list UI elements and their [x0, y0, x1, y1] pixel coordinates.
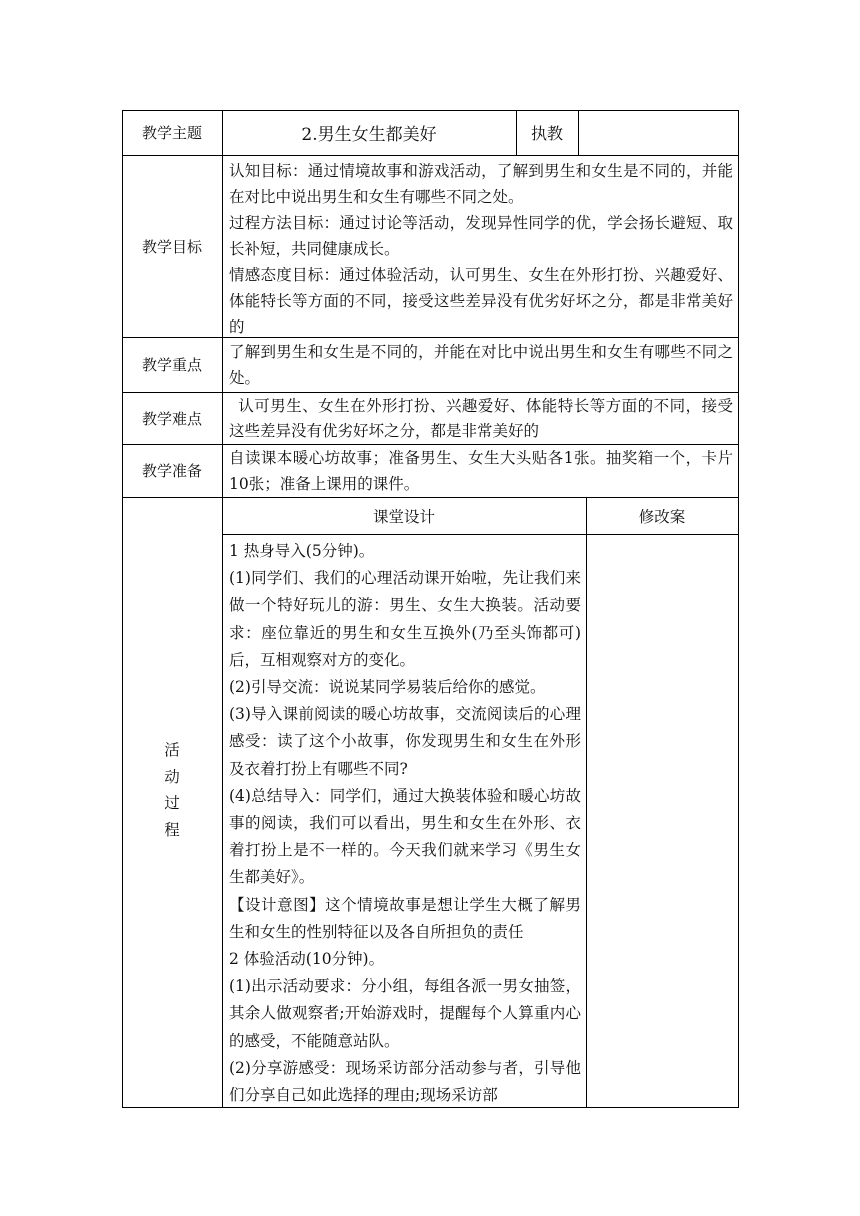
process-label — [122, 737, 222, 843]
key-points-label: 教学重点 — [141, 356, 202, 374]
design-paragraph: (2)引导交流：说说某同学易装后给你的感觉。 — [229, 678, 546, 697]
difficulties-label: 教学难点 — [141, 409, 202, 428]
design-paragraph: (1)同学们、我们的心理活动课开始啦，先让我们来做一个特好玩儿的游：男生、女生大换装。活动要求：座位靠近的男生和女生互换外(乃至头饰都可)后，互相观察对方的变化。 — [229, 569, 581, 669]
design-paragraph: (1)出示活动要求：分小组，每组各派一男女抽签，其余人做观察者;开始游戏时，提醒每个人算重内心的感受，不能随意站队。 — [229, 977, 581, 1050]
objectives-label: 教学目标 — [141, 237, 202, 256]
teacher-label: 执教 — [530, 124, 563, 143]
difficulties-text: 认可男生、女生在外形打扮、兴趣爱好、体能特长等方面的不同，接受这些差异没有优劣好坏之分，都是非常美好的 — [229, 397, 733, 440]
design-paragraph: (4)总结导入：同学们，通过大换装体验和暖心坊故事的阅读，我们可以看出，男生和女生在外形、衣着打扮上是不一样的。今天我们就来学习《男生女生都美好》。 — [229, 786, 581, 887]
process-label-char: 程 — [164, 820, 180, 839]
preparation-label: 教学准备 — [141, 462, 202, 480]
objective-emotion: 情感态度目标：通过体验活动，认可男生、女生在外形打扮、兴趣爱好、体能特长等方面的不同，接受这些差异没有优劣好坏之分，都是非常美好的 — [229, 266, 733, 336]
revision-column-header: 修改案 — [638, 507, 686, 526]
row-divider — [222, 534, 739, 535]
objective-process: 过程方法目标：通过讨论等活动，发现异性同学的优，学会扬长避短、取长补短，共同健康成长。 — [229, 214, 733, 258]
design-paragraph: (3)导入课前阅读的暖心坊故事，交流阅读后的心理感受：读了这个小故事，你发现男生和女生在外形及衣着打扮上有哪些不同? — [229, 705, 581, 778]
topic-label: 教学主题 — [141, 124, 202, 142]
key-points-text: 了解到男生和女生是不同的，并能在对比中说出男生和女生有哪些不同之处。 — [229, 343, 733, 387]
design-paragraph: (2)分享游感受：现场采访部分活动参与者，引导他们分享自己如此选择的理由;现场采访部 — [229, 1058, 581, 1105]
objective-cognitive: 认知目标：通过情境故事和游戏活动，了解到男生和女生是不同的，并能在对比中说出男生和女生有哪些不同之处。 — [229, 162, 733, 206]
process-label-char: 过 — [164, 794, 180, 812]
topic-value: 2.男生女生都美好 — [301, 125, 437, 145]
process-label-char: 动 — [164, 767, 180, 786]
teacher-value — [578, 110, 738, 155]
design-column-header: 课堂设计 — [372, 507, 435, 526]
design-paragraph: 1 热身导入(5分钟)。 — [229, 542, 375, 560]
process-label-char: 活 — [164, 741, 180, 759]
col-divider — [586, 497, 587, 1107]
design-paragraph: 2 体验活动(10分钟)。 — [229, 950, 385, 969]
objectives-content — [229, 158, 733, 340]
col-divider — [222, 110, 223, 1107]
design-paragraph: 【设计意图】这个情境故事是想让学生大概了解男生和女生的性别特征以及各自所担负的责任 — [229, 895, 581, 941]
design-content — [229, 538, 581, 1109]
preparation-text: 自读课本暖心坊故事；准备男生、女生大头贴各1张。抽奖箱一个，卡片10张；准备上课用的课件。 — [229, 449, 733, 493]
